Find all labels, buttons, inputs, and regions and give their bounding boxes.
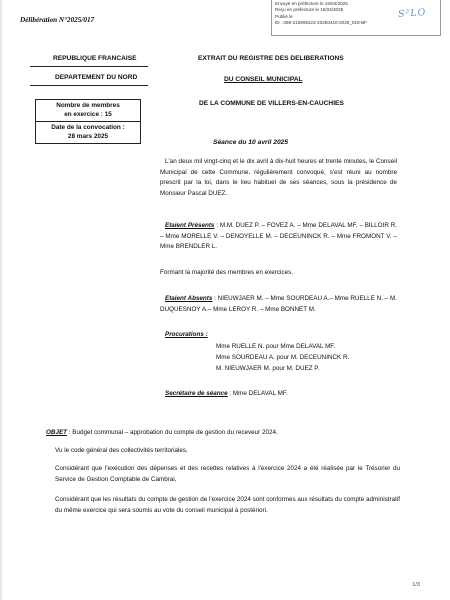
members-count — [36, 100, 140, 121]
stamp-line-id: ID : 059-215906223-20250410-2025_018-BF — [275, 19, 367, 25]
stamp-line-sent: Envoyé en préfecture le 15/04/2025 — [275, 1, 348, 6]
objet-text: : Budget communal – approbation du compte de gestion du receveur 2024. — [67, 429, 278, 436]
session-title: Séance du 10 avril 2025 — [213, 139, 289, 146]
presents-paragraph — [160, 221, 397, 253]
register-extract-heading: EXTRAIT DU REGISTRE DES DELIBERATIONS — [198, 55, 344, 62]
secretary-label: Secrétaire de séance — [165, 390, 228, 397]
procuration-item: Mme SOURDEAU A. pour M. DECEUNINCK R. — [216, 354, 350, 361]
stamp-line-published: Publié le — [275, 13, 293, 19]
secretary-line — [165, 389, 288, 400]
members-label: Nombre de membres — [56, 102, 120, 109]
procurations-heading — [165, 330, 208, 341]
absents-paragraph — [160, 294, 397, 315]
presents-text: : M.M. DUEZ P. – FOVEZ A. – Mme DELAVAL MF. – BILLOIR R. – Mme MORELLE V. – DENOYELLE M. – DECEUNINCK R. – Mme FROMONT V. – Mme BRENDLER L. — [160, 222, 397, 251]
presents-label: Etaient Présents — [165, 222, 215, 229]
header-rule-bottom — [30, 85, 148, 86]
intro-paragraph: L'an deux mil vingt-cinq et le dix avril à dix-huit heures et trente minutes, le Conseil Municipal de cette Commune, régulièrement convoqué, s'est réuni au nombre prescrit par la loi, dans le lieu habituel de ses séances, sous la présidence de Monsieur Pascal DUEZ. — [160, 158, 397, 197]
convocation-value: 28 mars 2025 — [67, 132, 109, 140]
convocation-label: Date de la convocation : — [51, 124, 125, 131]
secretary-text: : Mme DELAVAL MF. — [227, 390, 288, 397]
procuration-item: M. NIEUWJAER M. pour M. DUEZ P. — [216, 365, 320, 372]
members-value: en exercice : 15 — [64, 110, 112, 118]
considerant-paragraph: Considérant que les résultats du compte de gestion de l'exercice 2024 sont conformes aux résultats du compte administratif du même exercice qui sera soumis au vote du conseil municipal à postériori. — [55, 496, 400, 514]
objet-label: OBJET — [46, 429, 67, 436]
stamp-line-received: Reçu en préfecture le 15/04/2025 — [275, 7, 344, 13]
page-number: 1/3 — [412, 582, 420, 588]
objet-line — [46, 428, 278, 439]
absents-text: : NIEUWJAER M. – Mme SOURDEAU A.– Mme RUELLE N. – M. DUQUESNOY A.– Mme LEROY R. – Mme BONNET M. — [160, 295, 397, 313]
stamp-signature: S²LO — [397, 7, 427, 20]
scan-edge — [0, 0, 2, 600]
commune-heading: DE LA COMMUNE DE VILLERS-EN-CAUCHIES — [199, 100, 344, 107]
procuration-item: Mme RUELLE N. pour Mme DELAVAL MF. — [216, 343, 336, 350]
deliberation-number: Délibération N°2025/017 — [20, 16, 95, 24]
republic-heading: REPUBLIQUE FRANCAISE — [53, 55, 137, 62]
considerant-paragraph: Considérant que l'exécution des dépenses et des recettes relatives à l'exercice 2024 a été réalisée par le Trésorier du Service de Gestion Comptable de Cambrai, — [55, 465, 400, 483]
header-rule-top — [30, 66, 148, 67]
absents-label: Etaient Absents — [165, 295, 213, 302]
procurations-label: Procurations : — [165, 331, 208, 338]
members-box — [35, 99, 141, 144]
department-heading: DEPARTEMENT DU NORD — [55, 74, 138, 81]
majority-line: Formant la majorité des membres en exercices. — [160, 269, 293, 276]
council-heading: DU CONSEIL MUNICIPAL — [224, 76, 303, 83]
vu-line: Vu le code général des collectivités territoriales, — [55, 447, 188, 454]
convocation-date — [36, 121, 140, 143]
